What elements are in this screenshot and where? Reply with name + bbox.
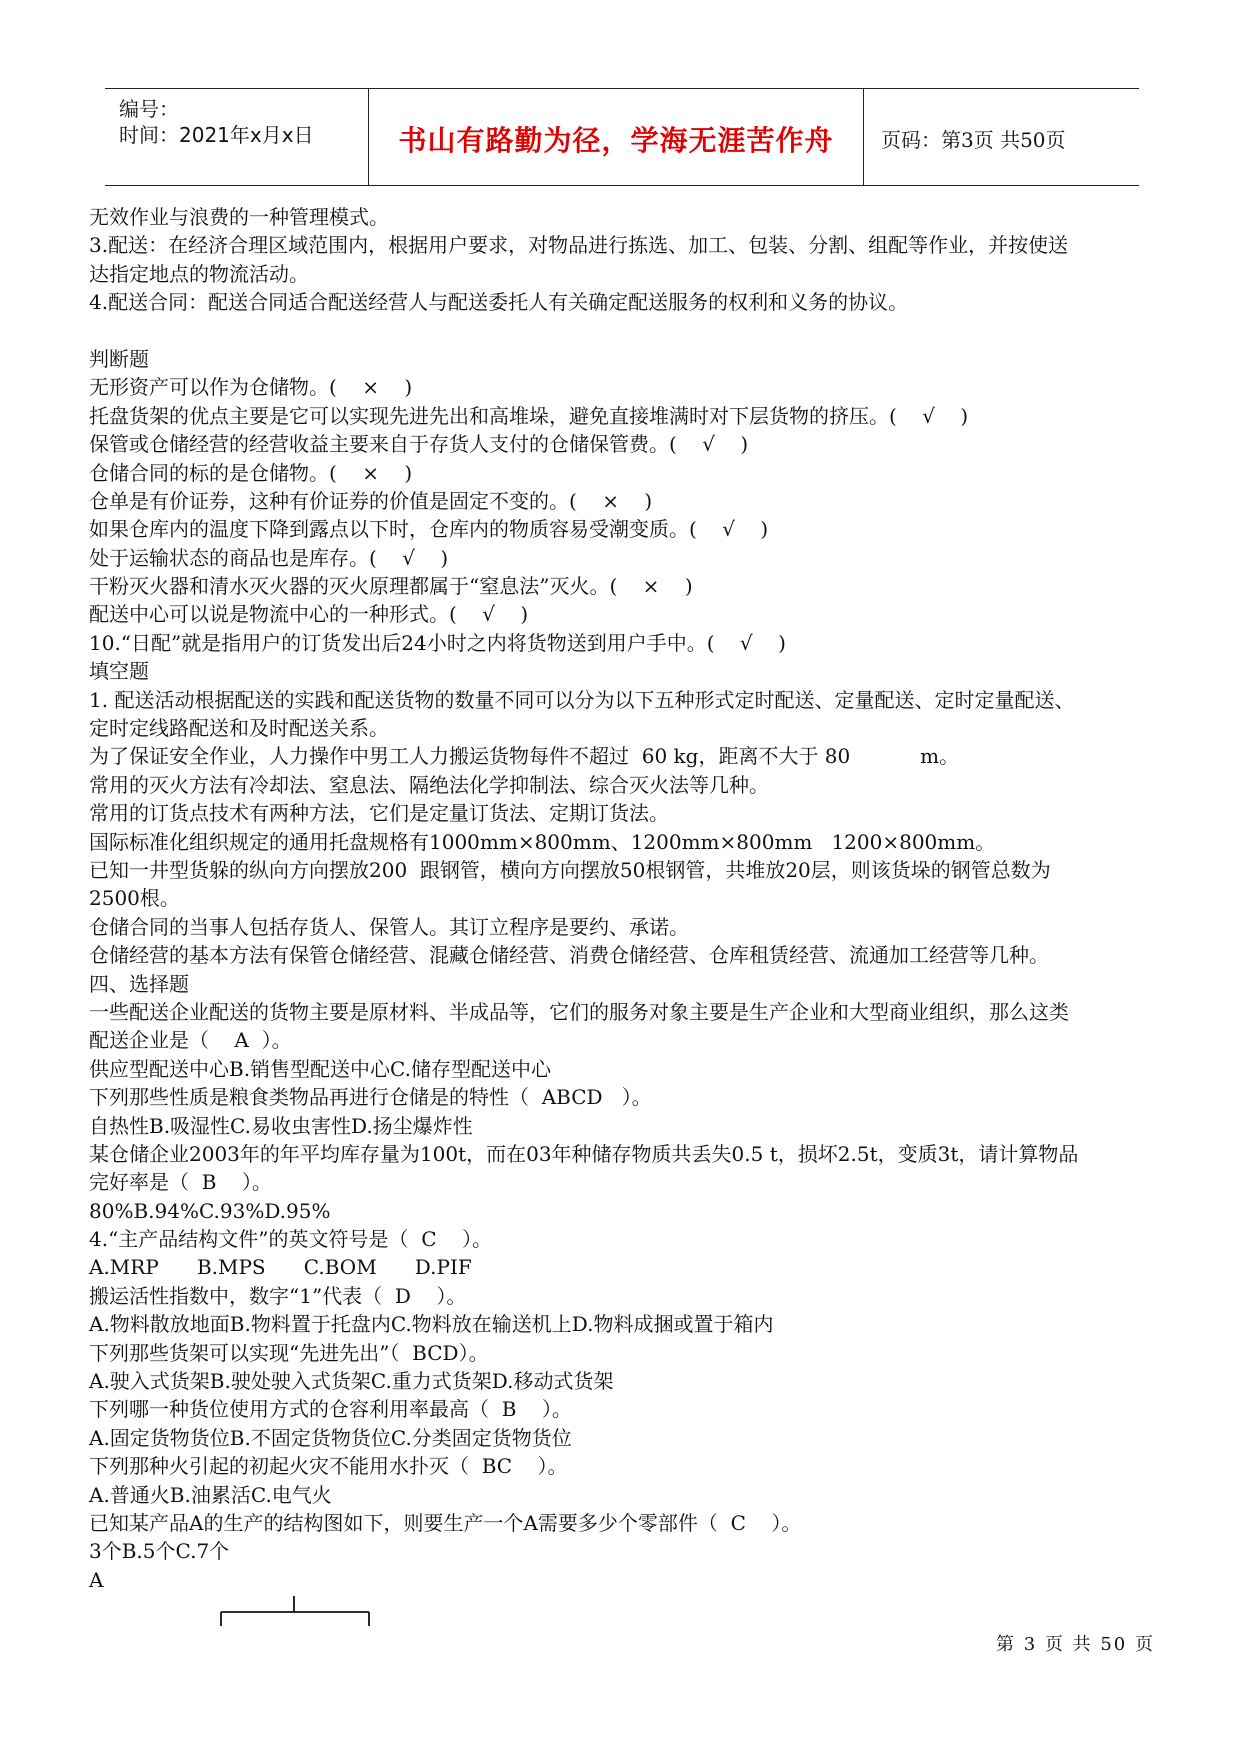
text-line: 下列哪一种货位使用方式的仓容利用率最高（ B ）。 (89, 1397, 572, 1422)
text-line: 保管或仓储经营的经营收益主要来自于存货人支付的仓储保管费。( √ ) (89, 432, 749, 457)
text-line: A.普通火B.油累活C.电气火 (89, 1482, 332, 1507)
text-line: 仓储经营的基本方法有保管仓储经营、混藏仓储经营、消费仓储经营、仓库租赁经营、流通加工经营等几种。 (89, 943, 1049, 968)
header-page-label: 页码：第3页 共50页 (881, 128, 1066, 152)
document-body (89, 203, 1169, 1594)
header-motto: 书山有路勤为径，学海无涯苦作舟 (398, 124, 834, 157)
text-line: 供应型配送中心B.销售型配送中心C.储存型配送中心 (89, 1056, 552, 1081)
text-line: A (89, 1567, 104, 1592)
text-line: 10.“日配”就是指用户的订货发出后24小时之内将货物送到用户手中。( √ ) (89, 630, 786, 655)
text-line: A.固定货物货位B.不固定货物货位C.分类固定货物货位 (89, 1425, 572, 1450)
text-line: 仓储合同的当事人包括存货人、保管人。其订立程序是要约、承诺。 (89, 914, 689, 939)
text-line: 4.“主产品结构文件”的英文符号是（ C ）。 (89, 1227, 492, 1252)
header-middle-cell (368, 89, 864, 185)
document-number-label: 编号： (119, 97, 179, 121)
text-line: A.驶入式货架B.驶处驶入式货架C.重力式货架D.移动式货架 (89, 1369, 614, 1394)
document-time-label: 时间：2021年x月x日 (119, 123, 314, 147)
text-line: 一些配送企业配送的货物主要是原材料、半成品等，它们的服务对象主要是生产企业和大型商业组织，那么这类 (89, 999, 1069, 1024)
text-line: 填空题 (89, 659, 149, 684)
text-line: 配送中心可以说是物流中心的一种形式。( √ ) (89, 602, 529, 627)
text-line: 已知一井型货躲的纵向方向摆放200 跟钢管，横向方向摆放50根钢管，共堆放20层，则该货垛的钢管总数为 (89, 857, 1051, 882)
text-line: 定时定线路配送和及时配送关系。 (89, 716, 389, 741)
text-line: 配送企业是（ A ）。 (89, 1028, 292, 1053)
text-line: 某仓储企业2003年的年平均库存量为100t，而在03年种储存物质共丢失0.5 t，损坏2.5t，变质3t，请计算物品 (89, 1141, 1079, 1166)
text-line: 无形资产可以作为仓储物。( × ) (89, 375, 413, 400)
text-line: A.MRP B.MPS C.BOM D.PIF (89, 1255, 472, 1280)
header-left-cell (105, 89, 367, 185)
text-line: 搬运活性指数中，数字“1”代表（ D ）。 (89, 1283, 467, 1308)
text-line: 下列那种火引起的初起火灾不能用水扑灭（ BC ）。 (89, 1454, 568, 1479)
text-line: 1. 配送活动根据配送的实践和配送货物的数量不同可以分为以下五种形式定时配送、定量配送、定时定量配送、 (89, 687, 1075, 712)
text-line: 如果仓库内的温度下降到露点以下时，仓库内的物质容易受潮变质。( √ ) (89, 517, 769, 542)
text-line: 3.配送：在经济合理区域范围内，根据用户要求，对物品进行拣选、加工、包装、分割、组配等作业，并按使送 (89, 233, 1069, 258)
text-line: 80%B.94%C.93%D.95% (89, 1198, 331, 1223)
text-line: 判断题 (89, 346, 149, 371)
text-line: 常用的灭火方法有冷却法、窒息法、隔绝法化学抑制法、综合灭火法等几种。 (89, 772, 769, 797)
text-line: 托盘货架的优点主要是它可以实现先进先出和高堆垛，避免直接堆满时对下层货物的挤压。( √ ) (89, 403, 969, 428)
text-line: 下列那些性质是粮食类物品再进行仓储是的特性（ ABCD ）。 (89, 1085, 652, 1110)
text-line: 为了保证安全作业，人力操作中男工人力搬运货物每件不超过 60 kg，距离不大于 80 m。 (89, 744, 960, 769)
text-line: 处于运输状态的商品也是库存。( √ ) (89, 545, 449, 570)
text-line: 下列那些货架可以实现“先进先出”（ BCD）。 (89, 1340, 489, 1365)
text-line: 完好率是（ B ）。 (89, 1170, 272, 1195)
header-right-cell (865, 89, 1139, 185)
page-footer: 第 3 页 共 50 页 (996, 1634, 1155, 1655)
text-line: 2500根。 (89, 886, 180, 911)
text-line: 国际标准化组织规定的通用托盘规格有1000mm×800mm、1200mm×800mm 1200×800mm。 (89, 829, 996, 854)
text-line: 已知某产品A的生产的结构图如下，则要生产一个A需要多少个零部件（ C ）。 (89, 1510, 802, 1535)
text-line (89, 317, 1169, 345)
text-line: 3个B.5个C.7个 (89, 1539, 230, 1564)
text-line: 仓单是有价证券，这种有价证券的价值是固定不变的。( × ) (89, 488, 653, 513)
text-line: 自热性B.吸湿性C.易收虫害性D.扬尘爆炸性 (89, 1113, 473, 1138)
text-line: 常用的订货点技术有两种方法，它们是定量订货法、定期订货法。 (89, 801, 669, 826)
text-line: 仓储合同的标的是仓储物。( × ) (89, 460, 413, 485)
text-line: A.物料散放地面B.物料置于托盘内C.物料放在输送机上D.物料成捆或置于箱内 (89, 1312, 774, 1337)
text-line: 4.配送合同：配送合同适合配送经营人与配送委托人有关确定配送服务的权利和义务的协议。 (89, 290, 909, 315)
text-line: 无效作业与浪费的一种管理模式。 (89, 205, 389, 229)
page-header (105, 88, 1139, 186)
text-line: 四、选择题 (89, 971, 189, 996)
text-line: 达指定地点的物流活动。 (89, 261, 309, 286)
text-line: 干粉灭火器和清水灭火器的灭火原理都属于“窒息法”灭火。( × ) (89, 574, 693, 599)
